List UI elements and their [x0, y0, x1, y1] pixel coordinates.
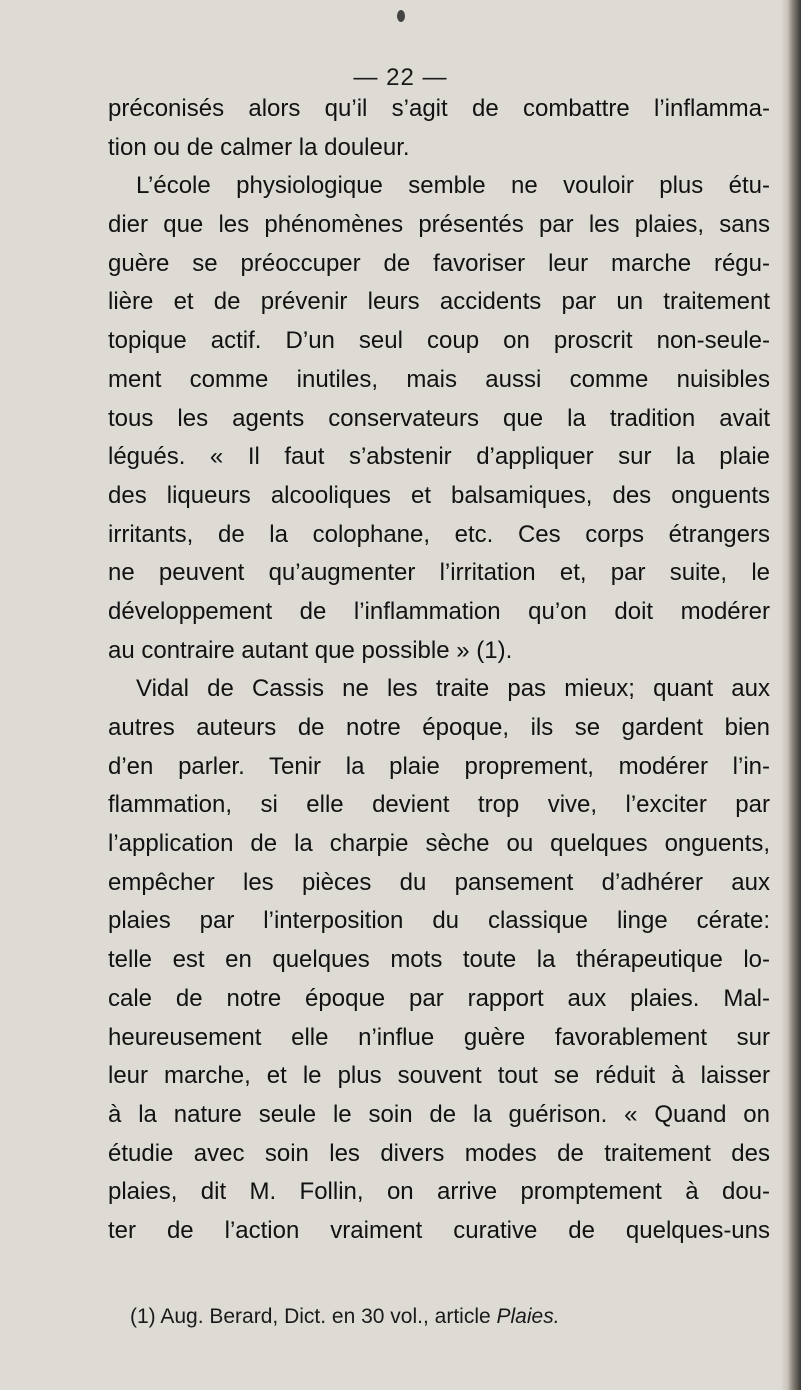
text-line: leur marche, et le plus souvent tout se réduit à laisser	[108, 1062, 770, 1090]
footnote	[130, 1305, 560, 1329]
text-line: des liqueurs alcooliques et balsamiques, des onguents	[108, 481, 770, 509]
text-line: plaies par l’interposition du classique linge cérate:	[108, 907, 770, 935]
text-line: cale de notre époque par rapport aux plaies. Mal-	[108, 984, 770, 1012]
text-line: légués. « Il faut s’abstenir d’appliquer sur la plaie	[108, 443, 770, 471]
text-line: d’en parler. Tenir la plaie proprement, modérer l’in-	[108, 752, 770, 780]
text-line: plaies, dit M. Follin, on arrive promptement à dou-	[108, 1178, 770, 1206]
text-line: préconisés alors qu’il s’agit de combattre l’inflamma-	[108, 95, 770, 122]
page-gutter	[787, 0, 801, 1390]
text-line: Vidal de Cassis ne les traite pas mieux; quant aux	[136, 675, 770, 703]
page-number: — 22 —	[353, 64, 448, 91]
text-line: ter de l’action vraiment curative de quelques-uns	[108, 1216, 770, 1244]
text-line: étudie avec soin les divers modes de traitement des	[108, 1139, 770, 1167]
text-line: empêcher les pièces du pansement d’adhérer aux	[108, 868, 770, 896]
text-line: topique actif. D’un seul coup on proscrit non-seule-	[108, 327, 770, 355]
text-line: L’école physiologique semble ne vouloir plus étu-	[136, 172, 770, 200]
text-line: ment comme inutiles, mais aussi comme nuisibles	[108, 365, 770, 393]
text-line: dier que les phénomènes présentés par les plaies, sans	[108, 211, 770, 239]
footnote-italic: Plaies.	[496, 1305, 560, 1328]
text-line: irritants, de la colophane, etc. Ces corps étrangers	[108, 520, 770, 548]
text-line: ne peuvent qu’augmenter l’irritation et, par suite, le	[108, 559, 770, 587]
text-line: heureusement elle n’influe guère favorablement sur	[108, 1023, 770, 1051]
text-line: guère se préoccuper de favoriser leur marche régu-	[108, 249, 770, 277]
text-line: à la nature seule le soin de la guérison. « Quand on	[108, 1100, 770, 1128]
text-line: au contraire autant que possible » (1).	[108, 636, 513, 664]
text-line: tous les agents conservateurs que la tradition avait	[108, 404, 770, 432]
text-line: flammation, si elle devient trop vive, l’exciter par	[108, 791, 770, 819]
text-line: telle est en quelques mots toute la thérapeutique lo-	[108, 946, 770, 974]
text-line: l’application de la charpie sèche ou quelques onguents,	[108, 830, 770, 858]
text-line: lière et de prévenir leurs accidents par un traitement	[108, 288, 770, 316]
text-line: développement de l’inflammation qu’on doit modérer	[108, 597, 770, 625]
ink-spot	[397, 10, 405, 22]
body-text	[108, 90, 770, 1251]
footnote-text: (1) Aug. Berard, Dict. en 30 vol., article	[130, 1305, 497, 1328]
text-line: autres auteurs de notre époque, ils se gardent bien	[108, 714, 770, 741]
text-line: tion ou de calmer la douleur.	[108, 133, 410, 161]
